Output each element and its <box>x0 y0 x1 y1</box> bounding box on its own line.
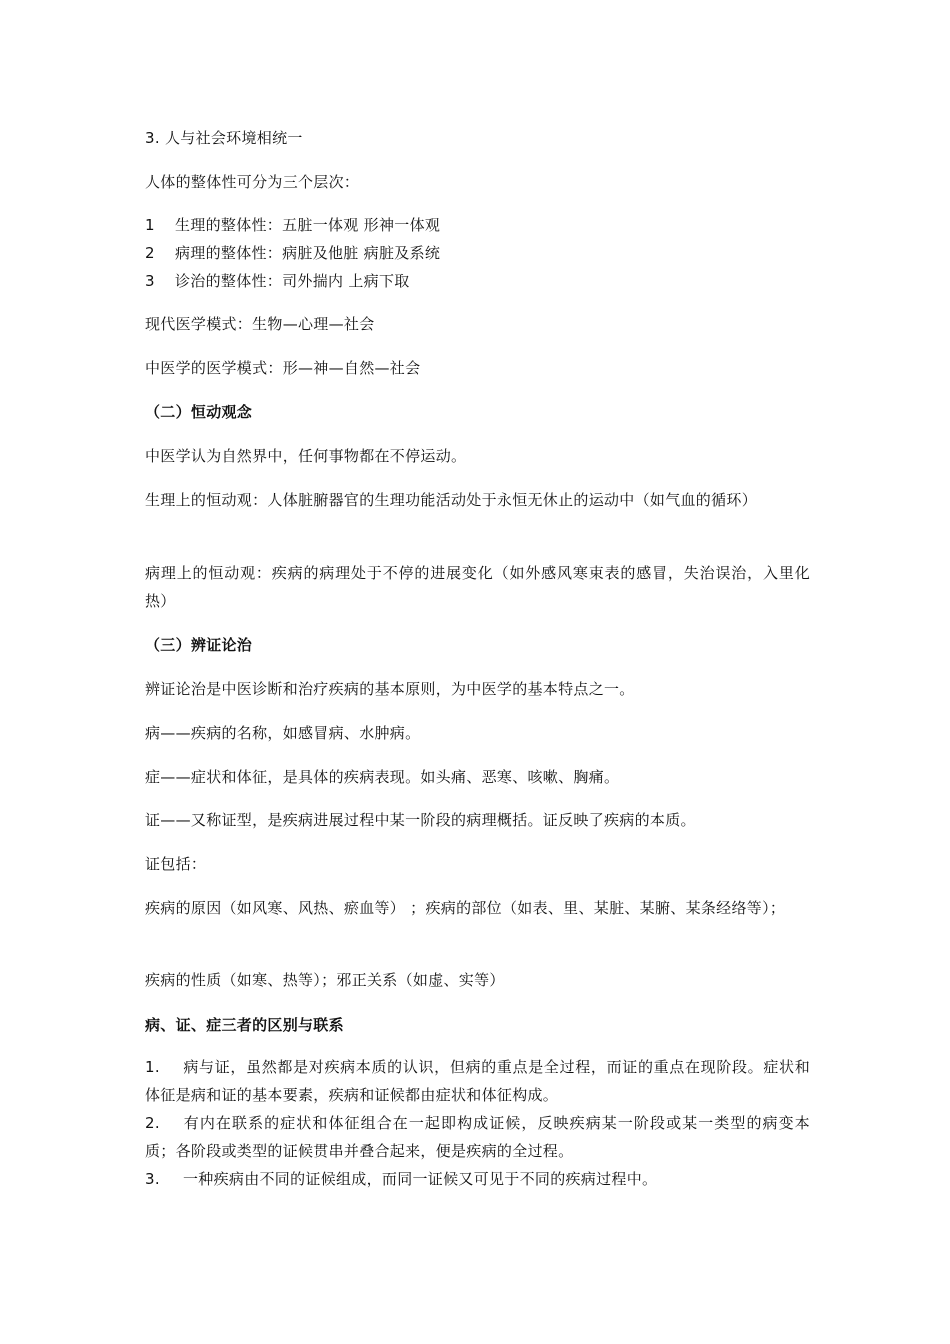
paragraph-pattern-definition: 证——又称证型，是疾病进展过程中某一阶段的病理概括。证反映了疾病的本质。 <box>145 811 696 829</box>
heading-syndrome-differentiation: （三）辨证论治 <box>145 636 253 654</box>
list-number: 1 <box>145 216 155 234</box>
paragraph-disease-definition: 病——疾病的名称，如感冒病、水肿病。 <box>145 724 421 742</box>
paragraph-nature-relation: 疾病的性质（如寒、热等）；邪正关系（如虚、实等） <box>145 971 505 989</box>
heading-relation: 病、证、症三者的区别与联系 <box>145 1016 344 1034</box>
paragraph-motion: 中医学认为自然界中，任何事物都在不停运动。 <box>145 447 467 465</box>
paragraph-physiological-motion: 生理上的恒动观：人体脏腑器官的生理功能活动处于永恒无休止的运动中（如气血的循环） <box>145 491 758 509</box>
paragraph-differentiation-principle: 辨证论治是中医诊断和治疗疾病的基本原则，为中医学的基本特点之一。 <box>145 680 635 698</box>
list-text: 一种疾病由不同的证候组成，而同一证候又可见于不同的疾病过程中。 <box>183 1170 658 1188</box>
heading-constant-motion: （二）恒动观念 <box>145 403 253 421</box>
list-item <box>145 1053 810 1109</box>
line-tcm-model: 中医学的医学模式：形—神—自然—社会 <box>145 359 421 377</box>
list-item <box>145 239 810 267</box>
list-number: 3. <box>145 1170 160 1188</box>
list-text: 诊治的整体性：司外揣内 上病下取 <box>175 272 410 290</box>
list-text: 病与证，虽然都是对疾病本质的认识，但病的重点是全过程，而证的重点在现阶段。症状和体征是病和证的基本要素，疾病和证候都由症状和体征构成。 <box>145 1058 810 1104</box>
paragraph-pattern-includes: 证包括： <box>145 855 207 873</box>
list-text: 病理的整体性：病脏及他脏 病脏及系统 <box>175 244 441 262</box>
paragraph-symptom-definition: 症——症状和体征，是具体的疾病表现。如头痛、恶寒、咳嗽、胸痛。 <box>145 768 620 786</box>
list-number: 1. <box>145 1058 160 1076</box>
list-item <box>145 211 810 239</box>
levels-list <box>145 211 810 295</box>
line-modern-model: 现代医学模式：生物—心理—社会 <box>145 315 375 333</box>
list-item <box>145 1165 810 1193</box>
paragraph-cause-and-site: 疾病的原因（如风寒、风热、瘀血等） ；疾病的部位（如表、里、某脏、某腑、某条经络等）； <box>145 899 786 917</box>
list-number: 2 <box>145 244 155 262</box>
list-number: 3 <box>145 272 155 290</box>
list-number: 2. <box>145 1114 160 1132</box>
paragraph-pathological-motion: 病理上的恒动观：疾病的病理处于不停的进展变化（如外感风寒束表的感冒，失治误治，入里化热） <box>145 564 810 610</box>
line-levels-intro: 人体的整体性可分为三个层次： <box>145 173 360 191</box>
relations-list <box>145 1053 810 1193</box>
list-text: 有内在联系的症状和体征组合在一起即构成证候，反映疾病某一阶段或某一类型的病变本质；各阶段或类型的证候贯串并叠合起来，便是疾病的全过程。 <box>145 1114 810 1160</box>
list-item <box>145 267 810 295</box>
list-text: 生理的整体性：五脏一体观 形神一体观 <box>175 216 441 234</box>
list-item <box>145 1109 810 1165</box>
line-social-environment: 3. 人与社会环境相统一 <box>145 129 303 147</box>
